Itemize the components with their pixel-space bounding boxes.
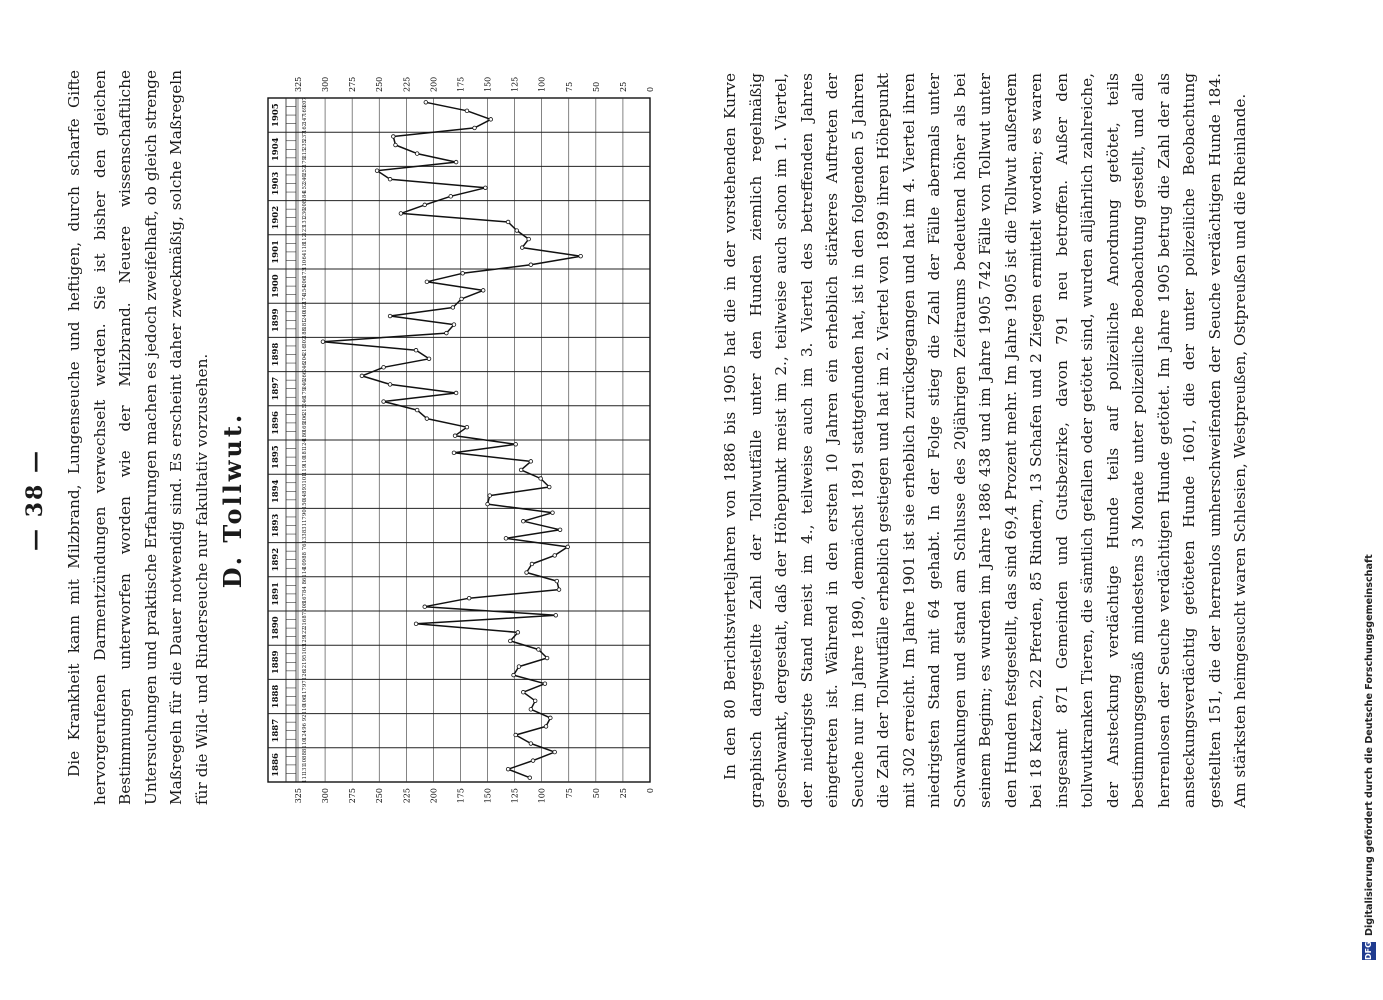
tollwut-paragraph: In den 80 Berichtsvierteljahren von 1886 bis 1905 hat die in der vorstehenden Kurve graphisch dargestellte Zahl der Tollwutfälle unter den Hunden ziemlich regelmäßig geschwankt, dergestalt, daß der Höhepunkt meist im 2., teilweise auch schon im 1. Viertel, der niedrigste Stand meist im 4., teilweise auch im 3. Viertel des betreffenden Jahres eingetreten ist. Während in den ersten 10 Jahren ein erheblich stärkeres Auftreten der Seuche nur im Jahre 1890, demnächst 1891 stattgefunden hat, ist in den folgenden 5 Jahren die Zahl der Tollwutfälle erheblich gestiegen und hat im 2. Viertel von 1899 ihren Höhepunkt mit 302 erreicht. Im Jahre 1901 ist sie erheblich zurückgegangen und hat im 4. Viertel ihren niedrigsten Stand mit 64 gehabt. In der Folge stieg die Zahl der Fälle abermals unter Schwankungen und stand am Schlusse des 20jährigen Zeitraums bedeutend höher als bei seinem Beginn; es wurden im Jahre 1886 438 und im Jahre 1905 742 Fälle von Tollwut unter den Hunden festgestellt, das sind 69,4 Prozent mehr. Im Jahre 1905 ist die Tollwut außerdem bei 18 Katzen, 22 Pferden, 85 Rindern, 13 Schafen und 2 Ziegen ermittelt worden; es waren insgesamt 871 Gemeinden und Gutsbezirke, davon 791 neu betroffen. Außer den tollwutkranken Tieren, die sämtlich gefallen oder getötet sind, wurden alljährlich zahlreiche, der Ansteckung verdächtige Hunde teils auf polizeiliche Anordnung getötet, teils bestimmungsgemäß mindestens 3 Monate unter polizeiliche Beobachtung gestellt, und alle herrenlosen der Seuche verdächtigen Hunde getötet. Im Jahre 1905 betrug die Zahl der als ansteckungsverdächtig getöteten Hunde 1601, die der unter polizeiliche Beobachtung gestellten 151, die der herrenlos umherschweifenden der Seuche verdächtigen Hunde 184. Am stärksten heimgesucht waren Schlesien, Westpreußen, Ostpreußen und die Rheinlande. [721, 73, 1249, 808]
data-label: 181 [302, 319, 308, 330]
y-tick-label-right: 250 [375, 76, 385, 92]
data-label: 252 [302, 165, 308, 176]
year-label: 1898 [271, 342, 281, 367]
data-point [445, 331, 449, 335]
data-label: 83 [302, 526, 308, 534]
data-label: 97 [302, 680, 308, 687]
data-point [531, 759, 535, 763]
data-point [382, 400, 386, 404]
year-label: 1889 [271, 650, 281, 675]
data-label: 88 [302, 552, 308, 559]
data-label: 84 [302, 586, 308, 593]
data-point [414, 348, 418, 352]
data-label: 179 [302, 388, 308, 398]
data-label: 204 [302, 353, 308, 364]
data-label: 121 [302, 661, 308, 672]
year-label: 1900 [271, 274, 281, 298]
y-tick-label-left: 0 [646, 788, 655, 794]
data-label: 110 [302, 259, 308, 270]
data-point [519, 468, 523, 472]
data-label: 126 [302, 670, 308, 681]
data-point [529, 460, 533, 464]
data-label: 122 [302, 627, 308, 638]
data-label: 118 [302, 242, 308, 253]
data-point [423, 605, 427, 609]
intro-paragraph: Die Krankheit kann mit Milzbrand, Lungenseuche und heftigen, durch scharfe Gifte hervorgerufenen Darmentzündungen verwechselt werden. Sie ist bisher den gleichen Bestimmungen unterworfen worden wie der Milzbrand. Neuere wissenschaftliche Untersuchungen und praktische Erfahrungen machen es jedoch zweifelhaft, ob gleich strenge Maßregeln für die Dauer notwendig sind. Es erscheint daher zweckmäßig, solche Maßregeln für die Wild- und Rinderseuche nur fakultativ vorzusehen. [65, 70, 211, 805]
data-point [360, 374, 364, 378]
data-point [528, 776, 532, 780]
page-number: — 38 — [22, 449, 48, 551]
data-point [529, 742, 533, 746]
data-point [566, 545, 570, 549]
data-label: 152 [302, 182, 308, 193]
data-point [515, 229, 519, 233]
data-point [520, 246, 524, 250]
data-label: 230 [302, 208, 308, 219]
year-label: 1899 [271, 308, 281, 333]
data-label: 169 [302, 105, 308, 116]
data-point [539, 477, 543, 481]
data-point [514, 442, 518, 446]
data-point [555, 579, 559, 583]
data-point [425, 280, 429, 284]
data-point [537, 648, 541, 652]
y-tick-label-right: 100 [537, 76, 547, 92]
data-point [454, 160, 458, 164]
data-label: 180 [302, 430, 308, 441]
data-point [424, 100, 428, 104]
data-label: 106 [302, 695, 308, 706]
data-label: 162 [302, 122, 308, 133]
y-tick-label-right: 50 [591, 81, 601, 92]
y-tick-label-right: 225 [402, 76, 412, 92]
data-label: 124 [302, 730, 308, 740]
data-label: 206 [302, 276, 308, 287]
data-point [415, 408, 419, 412]
data-point [467, 596, 471, 600]
y-tick-label-left: 300 [321, 788, 331, 804]
data-point [453, 434, 457, 438]
data-point [399, 212, 403, 216]
data-point [465, 425, 469, 429]
data-label: 119 [302, 464, 308, 475]
data-point [544, 725, 548, 729]
data-point [465, 109, 469, 113]
data-point [529, 263, 533, 267]
data-label: 174 [302, 293, 308, 304]
data-label: 110 [302, 738, 308, 749]
y-tick-label-left: 175 [456, 788, 466, 804]
year-label: 1893 [271, 513, 281, 538]
y-tick-label-left: 200 [429, 788, 439, 804]
data-point [454, 391, 458, 395]
data-label: 206 [302, 413, 308, 424]
data-point [414, 622, 418, 626]
data-label: 208 [302, 601, 308, 612]
year-label: 1904 [271, 137, 281, 162]
data-label: 90 [302, 509, 308, 516]
data-point [554, 613, 558, 617]
data-label: 184 [302, 191, 308, 202]
year-label: 1886 [271, 753, 281, 777]
data-point [388, 314, 392, 318]
data-point [484, 186, 488, 190]
data-label: 108 [302, 755, 308, 766]
data-label: 240 [302, 174, 308, 185]
data-label: 188 [302, 328, 308, 339]
data-label: 87 [302, 611, 308, 619]
data-label: 95 [302, 654, 308, 662]
data-label: 86 [302, 577, 308, 585]
data-point [449, 195, 453, 199]
data-label: 237 [302, 131, 308, 142]
year-label: 1887 [271, 718, 281, 743]
y-tick-label-right: 75 [564, 81, 574, 92]
data-label: 96 [302, 723, 308, 730]
data-point [533, 699, 537, 703]
y-tick-label-left: 50 [591, 788, 601, 799]
data-label: 216 [302, 345, 308, 356]
data-point [517, 665, 521, 669]
data-label: 246 [302, 362, 308, 373]
data-point [423, 203, 427, 207]
data-label: 240 [302, 311, 308, 321]
data-label: 117 [302, 516, 308, 527]
data-point [375, 169, 379, 173]
year-label: 1903 [271, 171, 281, 196]
data-label: 215 [302, 405, 308, 416]
data-point [321, 340, 325, 344]
data-label: 117 [302, 687, 308, 698]
data-point [488, 494, 492, 498]
data-point [558, 528, 562, 532]
sidebar-credit-text: Digitalisierung gefördert durch die Deutsche Forschungsgemeinschaft [1363, 554, 1375, 936]
y-tick-label-left: 250 [375, 788, 385, 804]
data-point [521, 519, 525, 523]
data-label: 179 [302, 157, 308, 168]
data-label: 133 [302, 533, 308, 544]
year-label: 1892 [271, 547, 281, 572]
data-label: 101 [302, 473, 308, 484]
data-label: 215 [302, 148, 308, 159]
data-point [388, 383, 392, 387]
data-point [508, 639, 512, 643]
data-label: 124 [302, 439, 308, 450]
data-point [461, 271, 465, 275]
data-point [547, 485, 551, 489]
year-label: 1891 [271, 582, 281, 606]
data-point [525, 571, 529, 575]
data-point [481, 289, 485, 293]
data-label: 181 [302, 447, 308, 458]
rabies-chart [258, 50, 698, 830]
data-label: 148 [302, 490, 308, 501]
data-label: 123 [302, 225, 308, 236]
data-point [543, 682, 547, 686]
data-label: 109 [302, 559, 308, 569]
y-tick-label-right: 300 [321, 76, 331, 92]
data-point [473, 126, 477, 130]
data-point [506, 767, 510, 771]
y-tick-label-right: 200 [429, 76, 439, 92]
section-heading: D. Tollwut. [218, 411, 247, 589]
data-label: 173 [302, 268, 308, 279]
data-point [425, 417, 429, 421]
data-point [545, 656, 549, 660]
data-point [516, 631, 520, 635]
data-label: 64 [302, 252, 308, 260]
data-point [382, 366, 386, 370]
data-label: 92 [302, 714, 308, 722]
data-label: 154 [302, 285, 308, 296]
data-point [579, 254, 583, 258]
data-label: 110 [302, 704, 308, 715]
y-tick-label-right: 275 [348, 76, 358, 92]
data-label: 88 [302, 748, 308, 756]
y-tick-label-left: 100 [537, 788, 547, 804]
y-tick-label-left: 275 [348, 788, 358, 804]
data-label: 147 [302, 114, 308, 125]
y-tick-label-right: 125 [510, 76, 520, 92]
data-point [504, 537, 508, 541]
data-point [415, 152, 419, 156]
data-label: 110 [302, 456, 308, 467]
data-label: 76 [302, 543, 308, 551]
year-label: 1902 [271, 205, 281, 230]
year-label: 1890 [271, 616, 281, 640]
data-label: 216 [302, 618, 308, 629]
data-point [486, 502, 490, 506]
data-point [529, 708, 533, 712]
data-label: 129 [302, 635, 308, 646]
data-point [557, 588, 561, 592]
data-point [551, 511, 555, 515]
data-label: 114 [302, 567, 308, 578]
y-tick-label-left: 325 [294, 788, 303, 804]
y-tick-label-right: 150 [483, 76, 493, 92]
data-point [392, 135, 396, 139]
year-label: 1896 [271, 411, 281, 435]
year-label: 1888 [271, 684, 281, 709]
y-tick-label-left: 150 [483, 788, 493, 804]
year-label: 1897 [271, 376, 281, 401]
data-point [452, 323, 456, 327]
y-tick-label-left: 225 [402, 788, 412, 804]
data-point [394, 143, 398, 147]
data-label: 240 [302, 379, 308, 390]
year-label: 1901 [271, 240, 281, 264]
y-tick-label-right: 175 [456, 76, 466, 92]
data-point [549, 716, 553, 720]
data-point [514, 733, 518, 737]
data-label: 131 [302, 764, 308, 775]
data-label: 111 [302, 772, 308, 783]
data-point [553, 554, 557, 558]
data-point [521, 690, 525, 694]
data-point [460, 297, 464, 301]
y-tick-label-right: 325 [294, 76, 303, 92]
data-label: 167 [302, 593, 308, 604]
y-tick-label-right: 0 [646, 86, 655, 92]
dfg-logo: DFG [1362, 942, 1376, 960]
data-point [489, 118, 493, 122]
y-tick-label-left: 125 [510, 788, 520, 804]
sidebar-credit [1358, 0, 1380, 960]
data-point [451, 306, 455, 310]
data-label: 266 [302, 370, 308, 381]
data-label: 103 [302, 644, 308, 655]
data-label: 302 [302, 336, 308, 347]
data-label: 169 [302, 422, 308, 433]
year-label: 1905 [271, 103, 281, 127]
data-point [512, 673, 516, 677]
data-label: 208 [302, 199, 308, 210]
data-point [506, 220, 510, 224]
data-point [530, 562, 534, 566]
data-point [388, 177, 392, 181]
year-label: 1895 [271, 445, 281, 469]
year-label: 1894 [271, 479, 281, 504]
data-label: 207 [302, 97, 308, 108]
data-label: 235 [302, 140, 308, 150]
data-point [527, 237, 531, 241]
data-point [553, 750, 557, 754]
data-label: 246 [302, 396, 308, 407]
data-label: 93 [302, 483, 308, 491]
y-tick-label-left: 75 [564, 788, 574, 799]
data-label: 182 [302, 302, 308, 313]
data-label: 112 [302, 234, 308, 245]
data-label: 131 [302, 217, 308, 227]
y-tick-label-right: 25 [618, 81, 628, 92]
data-point [452, 451, 456, 455]
data-point [427, 357, 431, 361]
data-label: 150 [302, 499, 308, 510]
y-tick-label-left: 25 [618, 788, 628, 799]
